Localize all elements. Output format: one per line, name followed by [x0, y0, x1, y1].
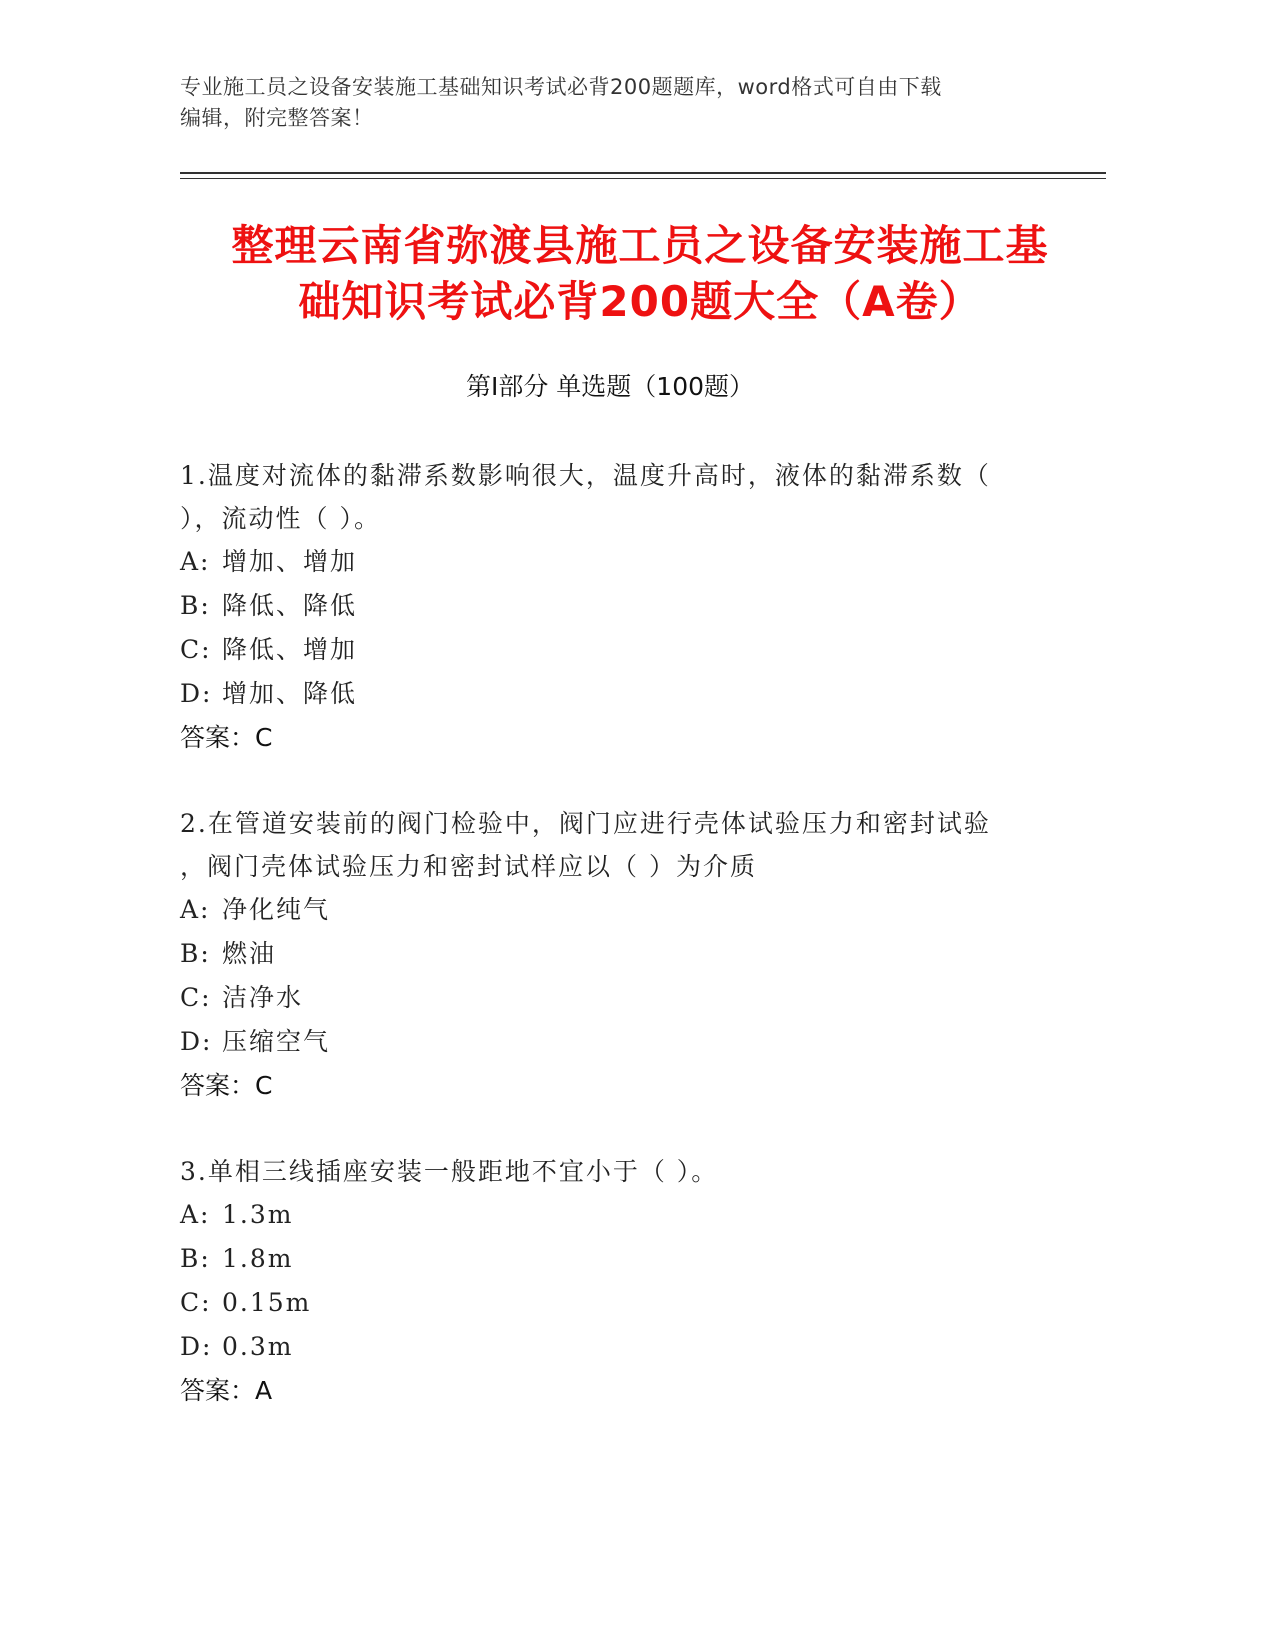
option-b: [180, 584, 1040, 628]
question-stem-line-1: 3.单相三线插座安装一般距地不宜小于（ ）。: [180, 1157, 719, 1186]
option-text: 压缩空气: [222, 1027, 331, 1056]
option-key: A:: [180, 547, 211, 576]
document-title: [160, 218, 1120, 330]
option-a: [180, 888, 1040, 932]
option-c: [180, 976, 1040, 1020]
option-text: 0.15m: [222, 1288, 312, 1317]
option-text: 1.8m: [222, 1244, 294, 1273]
option-c: [180, 628, 1040, 672]
option-text: 增加、增加: [222, 547, 358, 576]
option-text: 1.3m: [222, 1200, 294, 1229]
header-note-line-2: 编辑，附完整答案！: [180, 106, 374, 130]
document-title-line-2: 础知识考试必背200题大全（A卷）: [298, 277, 982, 326]
question-2: [180, 802, 1040, 1108]
option-key: D:: [180, 1027, 213, 1056]
option-key: B:: [180, 939, 211, 968]
option-d: [180, 1325, 1040, 1369]
option-text: 0.3m: [222, 1332, 294, 1361]
option-a: [180, 540, 1040, 584]
option-key: B:: [180, 591, 211, 620]
option-text: 燃油: [222, 939, 277, 968]
header-divider-thick: [180, 172, 1106, 174]
option-text: 洁净水: [222, 983, 304, 1012]
header-note: [180, 72, 1060, 134]
option-text: 降低、降低: [222, 591, 358, 620]
option-d: [180, 672, 1040, 716]
header-note-line-1: 专业施工员之设备安装施工基础知识考试必背200题题库，word格式可自由下载: [180, 75, 942, 99]
option-key: D:: [180, 1332, 213, 1361]
answer: 答案：C: [180, 1071, 273, 1100]
question-1: [180, 454, 1040, 760]
question-3: [180, 1150, 1040, 1413]
option-key: C:: [180, 635, 212, 664]
option-text: 净化纯气: [222, 895, 331, 924]
option-text: 降低、增加: [222, 635, 358, 664]
question-stem-line-1: 2.在管道安装前的阀门检验中，阀门应进行壳体试验压力和密封试验: [180, 809, 991, 838]
option-d: [180, 1020, 1040, 1064]
option-key: A:: [180, 895, 211, 924]
option-key: B:: [180, 1244, 211, 1273]
option-b: [180, 1237, 1040, 1281]
option-key: C:: [180, 1288, 212, 1317]
option-key: D:: [180, 679, 213, 708]
option-key: C:: [180, 983, 212, 1012]
answer: 答案：C: [180, 723, 273, 752]
option-c: [180, 1281, 1040, 1325]
section-title: 第Ⅰ部分 单选题（100题）: [465, 372, 755, 401]
header-divider-thin: [180, 178, 1106, 179]
question-stem-line-1: 1.温度对流体的黏滞系数影响很大，温度升高时，液体的黏滞系数（: [180, 461, 991, 490]
answer: 答案：A: [180, 1376, 273, 1405]
option-b: [180, 932, 1040, 976]
question-stem-line-2: ，阀门壳体试验压力和密封试样应以（ ）为介质: [180, 852, 757, 881]
option-text: 增加、降低: [222, 679, 358, 708]
option-key: A:: [180, 1200, 211, 1229]
document-title-line-1: 整理云南省弥渡县施工员之设备安装施工基: [231, 221, 1049, 270]
question-stem-line-2: ），流动性（ ）。: [180, 504, 381, 533]
option-a: [180, 1193, 1040, 1237]
